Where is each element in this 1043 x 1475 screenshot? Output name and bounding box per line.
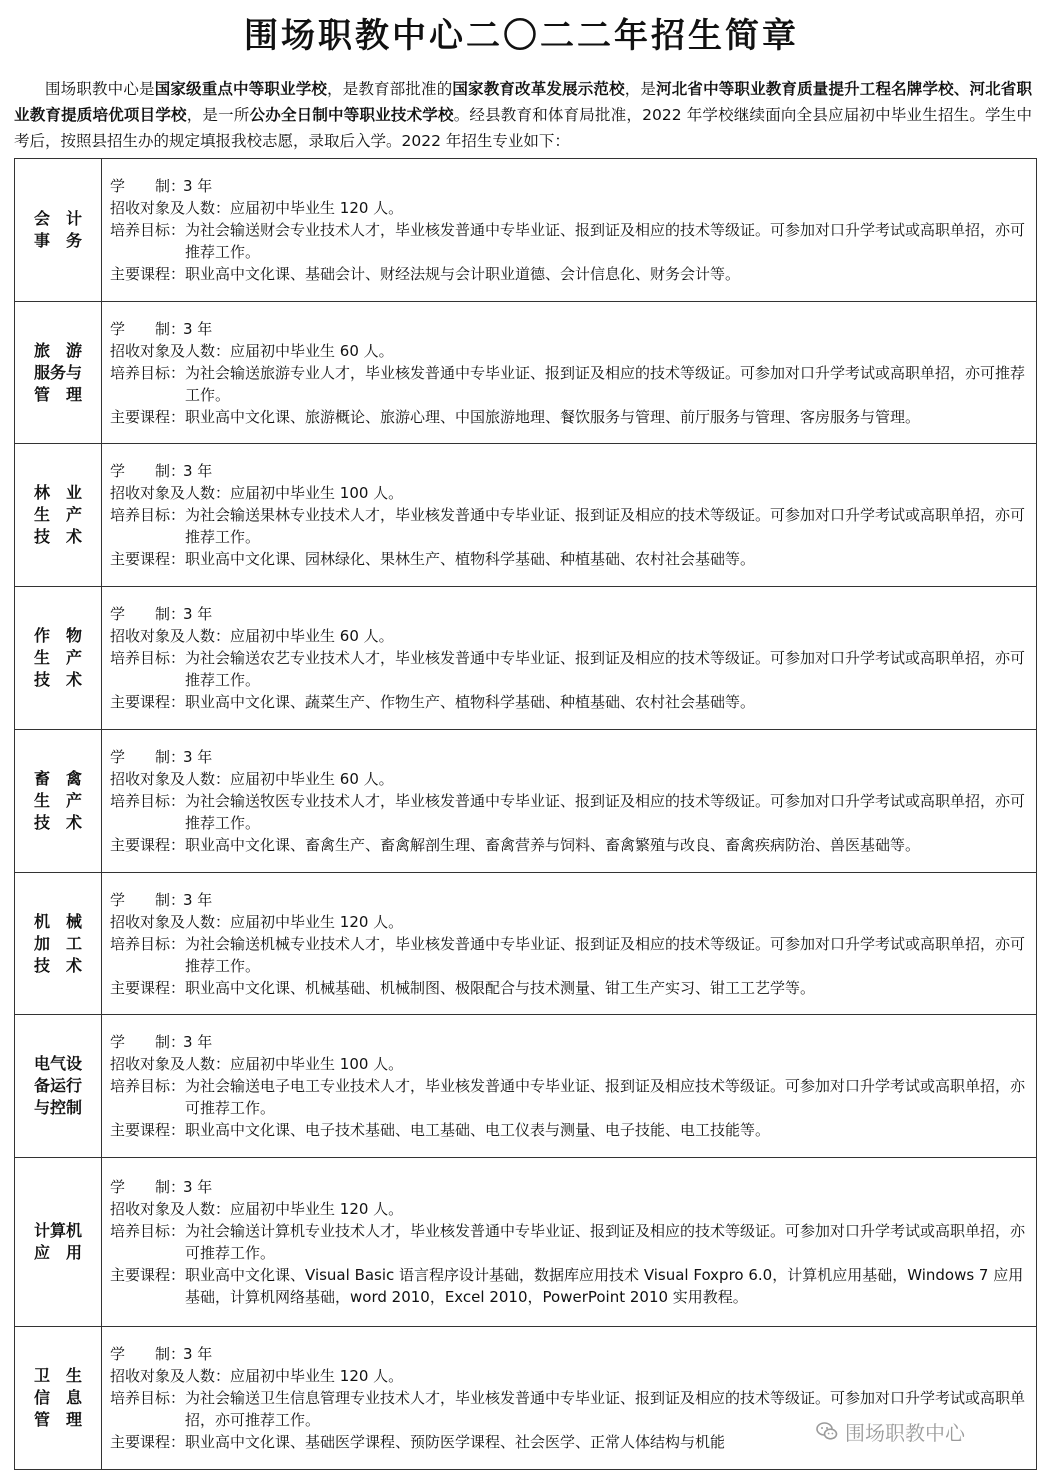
xuezhi-row [110, 1176, 1030, 1198]
xuezhi-row [110, 1031, 1030, 1053]
zhaoshou-row [110, 482, 1030, 504]
peiyang-value: 为社会输送旅游专业人才，毕业核发普通中专毕业证、报到证及相应的技术等级证。可参加对口升学考试或高职单招，亦可推荐工作。 [185, 363, 1026, 404]
kecheng-row [110, 406, 1030, 428]
page-title: 围场职教中心二〇二二年招生简章 [244, 16, 799, 56]
zhaoshou-label: 招收对象及人数： [110, 1367, 231, 1386]
xuezhi-label: 学 制： [110, 605, 186, 624]
major-row [15, 444, 1037, 587]
kecheng-row [110, 834, 1030, 856]
zhaoshou-label: 招收对象及人数： [110, 769, 231, 788]
xuezhi-value: 3 年 [183, 1178, 213, 1197]
zhaoshou-row [110, 1198, 1030, 1220]
kecheng-value: 职业高中文化课、基础会计、财经法规与会计职业道德、会计信息化、财务会计等。 [185, 264, 741, 283]
kecheng-value: 职业高中文化课、电子技术基础、电工基础、电工仪表与测量、电子技能、电工技能等。 [185, 1121, 771, 1140]
peiyang-row [110, 219, 1030, 263]
major-name-line: 信 息 [33, 1388, 82, 1408]
major-row [15, 872, 1037, 1015]
peiyang-label: 培养目标： [110, 363, 186, 382]
peiyang-row [110, 362, 1030, 406]
zhaoshou-value: 应届初中毕业生 120 人。 [230, 912, 404, 931]
xuezhi-row [110, 318, 1030, 340]
major-details [102, 1327, 1037, 1470]
major-name-line: 技 术 [33, 812, 82, 832]
kecheng-row [110, 1264, 1030, 1308]
xuezhi-label: 学 制： [110, 319, 186, 338]
peiyang-value: 为社会输送农艺专业技术人才，毕业核发普通中专毕业证、报到证及相应的技术等级证。可参加对口升学考试或高职单招，亦可推荐工作。 [185, 649, 1026, 690]
major-row [15, 1015, 1037, 1158]
major-name [15, 301, 102, 444]
major-name [15, 872, 102, 1015]
peiyang-value: 为社会输送牧医专业技术人才，毕业核发普通中专毕业证、报到证及相应的技术等级证。可参加对口升学考试或高职单招，亦可推荐工作。 [185, 791, 1026, 832]
zhaoshou-row [110, 340, 1030, 362]
major-name [15, 1015, 102, 1158]
kecheng-label: 主要课程： [110, 835, 186, 854]
zhaoshou-row [110, 1053, 1030, 1075]
kecheng-label: 主要课程： [110, 978, 186, 997]
major-name-line: 生 产 [33, 505, 82, 525]
xuezhi-value: 3 年 [183, 1345, 213, 1364]
peiyang-row [110, 1220, 1030, 1264]
kecheng-value: 职业高中文化课、园林绿化、果林生产、植物科学基础、种植基础、农村社会基础等。 [185, 550, 756, 569]
majors-table [14, 158, 1037, 1470]
watermark-text: 围场职教中心 [845, 1420, 965, 1445]
major-name-line: 技 术 [33, 955, 82, 975]
kecheng-value: 职业高中文化课、蔬菜生产、作物生产、植物科学基础、种植基础、农村社会基础等。 [185, 693, 756, 712]
major-name [15, 159, 102, 302]
peiyang-row [110, 504, 1030, 548]
major-name-line: 畜 禽 [33, 768, 82, 788]
xuezhi-value: 3 年 [183, 605, 213, 624]
major-name-line: 计算机 [33, 1221, 82, 1241]
intro-paragraph: 围场职教中心是国家级重点中等职业学校，是教育部批准的国家教育改革发展示范校，是河北省中等职业教育质量提升工程名牌学校、河北省职业教育提质培优项目学校，是一所公办全日制中等职业技术学校。经县教育和体育局批准，2022 年学校继续面向全县应届初中毕业生招生。学生中考后，按照县招生办的规定填报我校志愿，录取后入学。2022 年招生专业如下： [14, 80, 1032, 150]
xuezhi-label: 学 制： [110, 1178, 186, 1197]
kecheng-row [110, 548, 1030, 570]
major-name [15, 1327, 102, 1470]
xuezhi-row [110, 603, 1030, 625]
zhaoshou-row [110, 625, 1030, 647]
major-name-line: 管 理 [33, 384, 82, 404]
peiyang-value: 为社会输送电子电工专业技术人才，毕业核发普通中专毕业证、报到证及相应技术等级证。可参加对口升学考试或高职单招，亦可推荐工作。 [185, 1077, 1026, 1118]
peiyang-row [110, 647, 1030, 691]
major-name-line: 加 工 [33, 933, 82, 953]
xuezhi-value: 3 年 [183, 890, 213, 909]
kecheng-label: 主要课程： [110, 1121, 186, 1140]
peiyang-label: 培养目标： [110, 1389, 186, 1408]
zhaoshou-value: 应届初中毕业生 60 人。 [230, 769, 394, 788]
peiyang-value: 为社会输送果林专业技术人才，毕业核发普通中专毕业证、报到证及相应的技术等级证。可参加对口升学考试或高职单招，亦可推荐工作。 [185, 506, 1026, 547]
kecheng-row [110, 1119, 1030, 1141]
zhaoshou-value: 应届初中毕业生 60 人。 [230, 627, 394, 646]
major-details [102, 1158, 1037, 1327]
zhaoshou-value: 应届初中毕业生 100 人。 [230, 1055, 404, 1074]
zhaoshou-value: 应届初中毕业生 120 人。 [230, 1367, 404, 1386]
kecheng-value: 职业高中文化课、Visual Basic 语言程序设计基础，数据库应用技术 Visual Foxpro 6.0，计算机应用基础，Windows 7 应用基础，计算机网络基础，word 2010，Excel 2010，PowerPoint 2010 实用教程。 [185, 1266, 1024, 1307]
xuezhi-row [110, 746, 1030, 768]
xuezhi-label: 学 制： [110, 462, 186, 481]
zhaoshou-label: 招收对象及人数： [110, 912, 231, 931]
peiyang-label: 培养目标： [110, 506, 186, 525]
zhaoshou-row [110, 911, 1030, 933]
major-name [15, 444, 102, 587]
kecheng-label: 主要课程： [110, 407, 186, 426]
major-name-line: 机 械 [33, 911, 82, 931]
major-row [15, 587, 1037, 730]
major-name-line: 与控制 [33, 1098, 82, 1118]
major-row [15, 1158, 1037, 1327]
major-name-line: 应 用 [33, 1243, 82, 1263]
major-name-line: 卫 生 [33, 1366, 82, 1386]
major-row [15, 729, 1037, 872]
major-name-line: 服务与 [33, 362, 82, 382]
major-details [102, 1015, 1037, 1158]
kecheng-label: 主要课程： [110, 693, 186, 712]
zhaoshou-row [110, 768, 1030, 790]
zhaoshou-value: 应届初中毕业生 120 人。 [230, 198, 404, 217]
xuezhi-label: 学 制： [110, 890, 186, 909]
peiyang-row [110, 933, 1030, 977]
zhaoshou-row [110, 1365, 1030, 1387]
peiyang-row [110, 1075, 1030, 1119]
xuezhi-row [110, 1343, 1030, 1365]
zhaoshou-value: 应届初中毕业生 60 人。 [230, 341, 394, 360]
zhaoshou-value: 应届初中毕业生 120 人。 [230, 1200, 404, 1219]
kecheng-value: 职业高中文化课、机械基础、机械制图、极限配合与技术测量、钳工生产实习、钳工工艺学等。 [185, 978, 816, 997]
xuezhi-row [110, 460, 1030, 482]
major-name [15, 587, 102, 730]
xuezhi-value: 3 年 [183, 747, 213, 766]
peiyang-label: 培养目标： [110, 1222, 186, 1241]
kecheng-label: 主要课程： [110, 1266, 186, 1285]
major-details [102, 872, 1037, 1015]
watermark [815, 1418, 965, 1444]
major-name-line: 林 业 [33, 483, 82, 503]
zhaoshou-label: 招收对象及人数： [110, 484, 231, 503]
kecheng-value: 职业高中文化课、畜禽生产、畜禽解剖生理、畜禽营养与饲料、畜禽繁殖与改良、畜禽疾病防治、兽医基础等。 [185, 835, 921, 854]
peiyang-label: 培养目标： [110, 791, 186, 810]
zhaoshou-label: 招收对象及人数： [110, 1055, 231, 1074]
xuezhi-label: 学 制： [110, 176, 186, 195]
xuezhi-row [110, 175, 1030, 197]
major-details [102, 444, 1037, 587]
zhaoshou-label: 招收对象及人数： [110, 1200, 231, 1219]
peiyang-value: 为社会输送卫生信息管理专业技术人才，毕业核发普通中专毕业证、报到证及相应的技术等级证。可参加对口升学考试或高职单招，亦可推荐工作。 [185, 1389, 1026, 1430]
major-details [102, 729, 1037, 872]
zhaoshou-label: 招收对象及人数： [110, 198, 231, 217]
wechat-icon [815, 1419, 839, 1443]
xuezhi-value: 3 年 [183, 319, 213, 338]
peiyang-value: 为社会输送机械专业技术人才，毕业核发普通中专毕业证、报到证及相应的技术等级证。可参加对口升学考试或高职单招，亦可推荐工作。 [185, 934, 1026, 975]
major-row [15, 301, 1037, 444]
kecheng-row [110, 263, 1030, 285]
major-name-line: 旅 游 [33, 340, 82, 360]
xuezhi-label: 学 制： [110, 1033, 186, 1052]
zhaoshou-row [110, 197, 1030, 219]
xuezhi-row [110, 889, 1030, 911]
kecheng-value: 职业高中文化课、旅游概论、旅游心理、中国旅游地理、餐饮服务与管理、前厅服务与管理、客房服务与管理。 [185, 407, 921, 426]
major-row [15, 1327, 1037, 1470]
major-name-line: 备运行 [33, 1076, 82, 1096]
major-name-line: 技 术 [33, 670, 82, 690]
major-details [102, 301, 1037, 444]
kecheng-label: 主要课程： [110, 550, 186, 569]
major-name-line: 管 理 [33, 1410, 82, 1430]
major-name-line: 电气设 [33, 1054, 82, 1074]
kecheng-row [110, 691, 1030, 713]
kecheng-row [110, 977, 1030, 999]
major-name [15, 1158, 102, 1327]
peiyang-value: 为社会输送计算机专业技术人才，毕业核发普通中专毕业证、报到证及相应的技术等级证。可参加对口升学考试或高职单招，亦可推荐工作。 [185, 1222, 1026, 1263]
major-row [15, 159, 1037, 302]
peiyang-value: 为社会输送财会专业技术人才，毕业核发普通中专毕业证、报到证及相应的技术等级证。可参加对口升学考试或高职单招，亦可推荐工作。 [185, 220, 1026, 261]
major-name-line: 生 产 [33, 790, 82, 810]
peiyang-label: 培养目标： [110, 934, 186, 953]
major-name-line: 事 务 [33, 230, 82, 250]
peiyang-label: 培养目标： [110, 649, 186, 668]
major-name-line: 作 物 [33, 626, 82, 646]
major-details [102, 159, 1037, 302]
major-name-line: 会 计 [33, 208, 82, 228]
kecheng-label: 主要课程： [110, 264, 186, 283]
xuezhi-value: 3 年 [183, 1033, 213, 1052]
xuezhi-value: 3 年 [183, 462, 213, 481]
kecheng-value: 职业高中文化课、基础医学课程、预防医学课程、社会医学、正常人体结构与机能 [185, 1433, 726, 1452]
peiyang-label: 培养目标： [110, 220, 186, 239]
peiyang-label: 培养目标： [110, 1077, 186, 1096]
xuezhi-label: 学 制： [110, 1345, 186, 1364]
peiyang-row [110, 790, 1030, 834]
major-name [15, 729, 102, 872]
major-name-line: 技 术 [33, 527, 82, 547]
major-details [102, 587, 1037, 730]
zhaoshou-label: 招收对象及人数： [110, 341, 231, 360]
xuezhi-label: 学 制： [110, 747, 186, 766]
xuezhi-value: 3 年 [183, 176, 213, 195]
zhaoshou-label: 招收对象及人数： [110, 627, 231, 646]
zhaoshou-value: 应届初中毕业生 100 人。 [230, 484, 404, 503]
kecheng-label: 主要课程： [110, 1433, 186, 1452]
major-name-line: 生 产 [33, 648, 82, 668]
